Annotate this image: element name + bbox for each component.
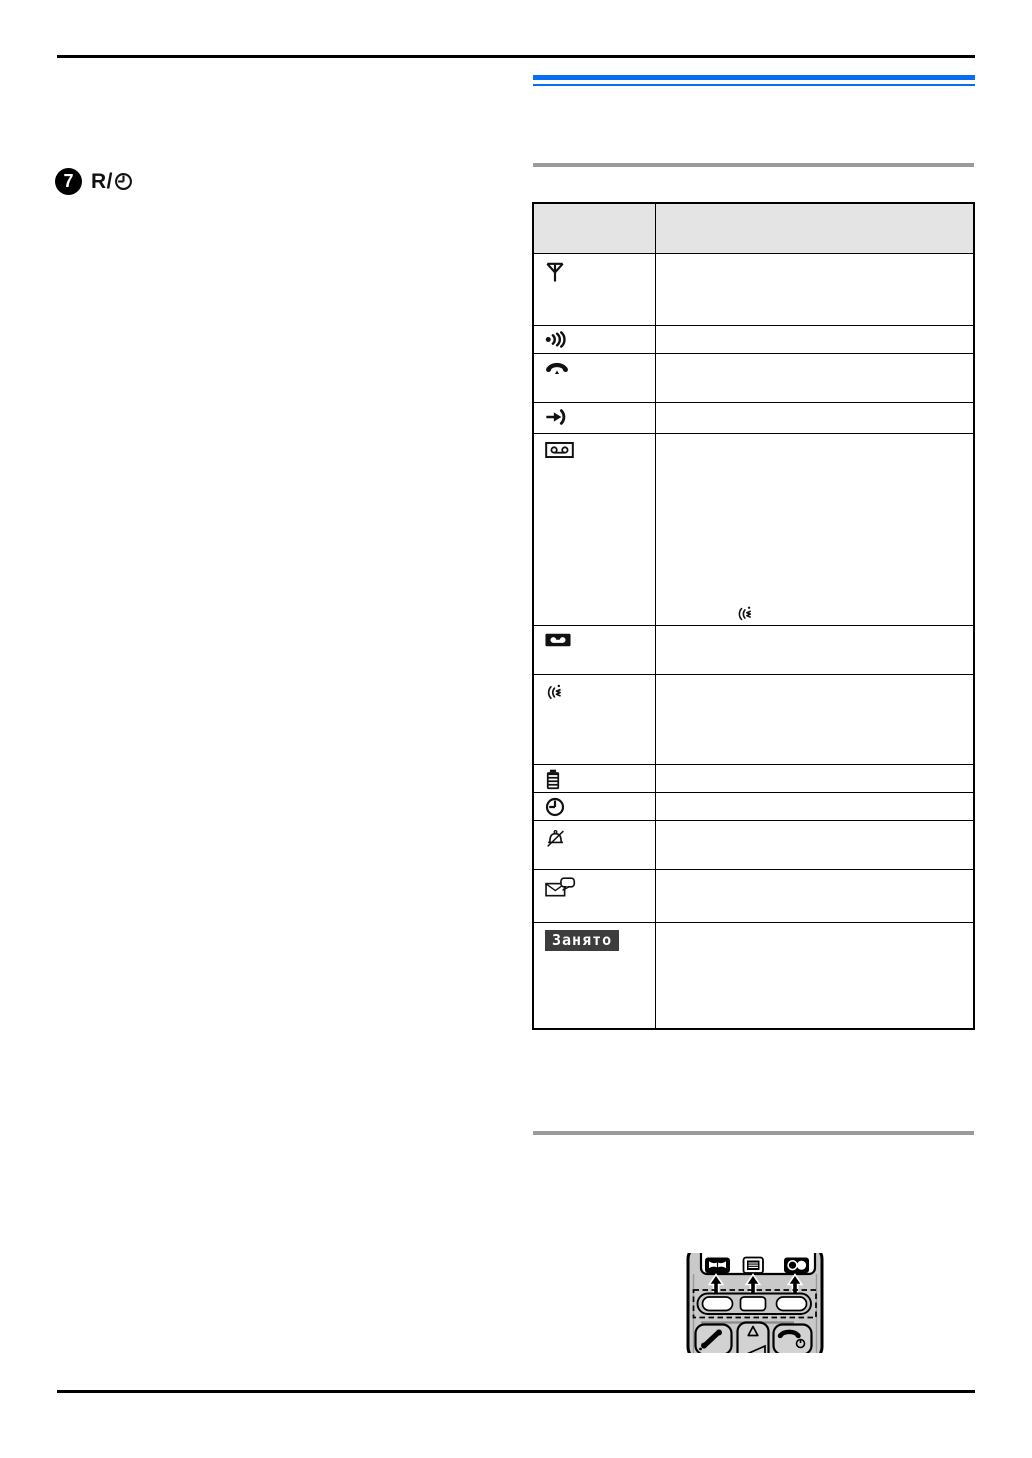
subsection-rule [533, 163, 974, 167]
table-row [534, 820, 973, 869]
voice-mail-icon [545, 877, 576, 898]
caller-id-icon [784, 1258, 809, 1274]
row-description [656, 870, 973, 922]
handset-illustration-svg [676, 1253, 830, 1353]
clock-icon [114, 172, 133, 191]
key-label-text: R/ [91, 169, 113, 193]
row-description [656, 354, 973, 402]
table-row [534, 625, 973, 674]
row-description [656, 675, 973, 764]
table-row [534, 869, 973, 922]
off-hook-icon [545, 361, 569, 375]
new-messages-icon [545, 633, 571, 647]
phonebook-icon [705, 1258, 730, 1274]
table-row [534, 253, 973, 325]
footer-rule [57, 1390, 975, 1393]
table-header-row [534, 204, 973, 253]
soft-key-left [703, 1297, 733, 1311]
header-icon-column [534, 204, 656, 253]
item-number-badge: 7 [55, 168, 82, 195]
speakerphone-icon [736, 604, 753, 624]
talk-button [696, 1325, 732, 1354]
speakerphone-icon [545, 682, 563, 703]
row-description [656, 434, 973, 625]
row-description [656, 793, 973, 820]
off-button [774, 1325, 812, 1354]
row-description [656, 326, 973, 353]
soft-key-middle [741, 1297, 766, 1311]
battery-icon [545, 769, 561, 790]
handset-illustration [676, 1253, 830, 1353]
table-row [534, 764, 973, 792]
section-accent-bar [533, 75, 975, 80]
key-label [91, 170, 133, 194]
row-description [656, 403, 973, 433]
volume-key [738, 1323, 769, 1354]
incoming-call-icon [545, 409, 568, 425]
soft-key-right [777, 1297, 807, 1311]
row-description [656, 254, 973, 325]
menu-icon [744, 1258, 764, 1274]
row-description [656, 626, 973, 674]
table-row [534, 792, 973, 820]
row-description [656, 923, 973, 1028]
table-row [534, 433, 973, 625]
row-description [656, 765, 973, 792]
ringer-off-icon [545, 828, 566, 849]
answering-machine-icon [545, 441, 574, 459]
display-icons-table [532, 202, 975, 1030]
table-row [534, 402, 973, 433]
header-rule [57, 55, 975, 58]
table-row [534, 325, 973, 353]
table-row [534, 922, 973, 1028]
table-row [534, 674, 973, 764]
section-accent-line [533, 84, 975, 86]
row-description [656, 821, 973, 869]
antenna-icon [545, 261, 565, 283]
table-row [534, 353, 973, 402]
header-desc-column [656, 204, 973, 253]
subsection-rule [533, 1131, 974, 1135]
in-use-icon [545, 331, 571, 348]
clock-icon [545, 797, 565, 817]
busy-badge: Занято [545, 930, 619, 951]
handset-key-callout [55, 168, 133, 195]
